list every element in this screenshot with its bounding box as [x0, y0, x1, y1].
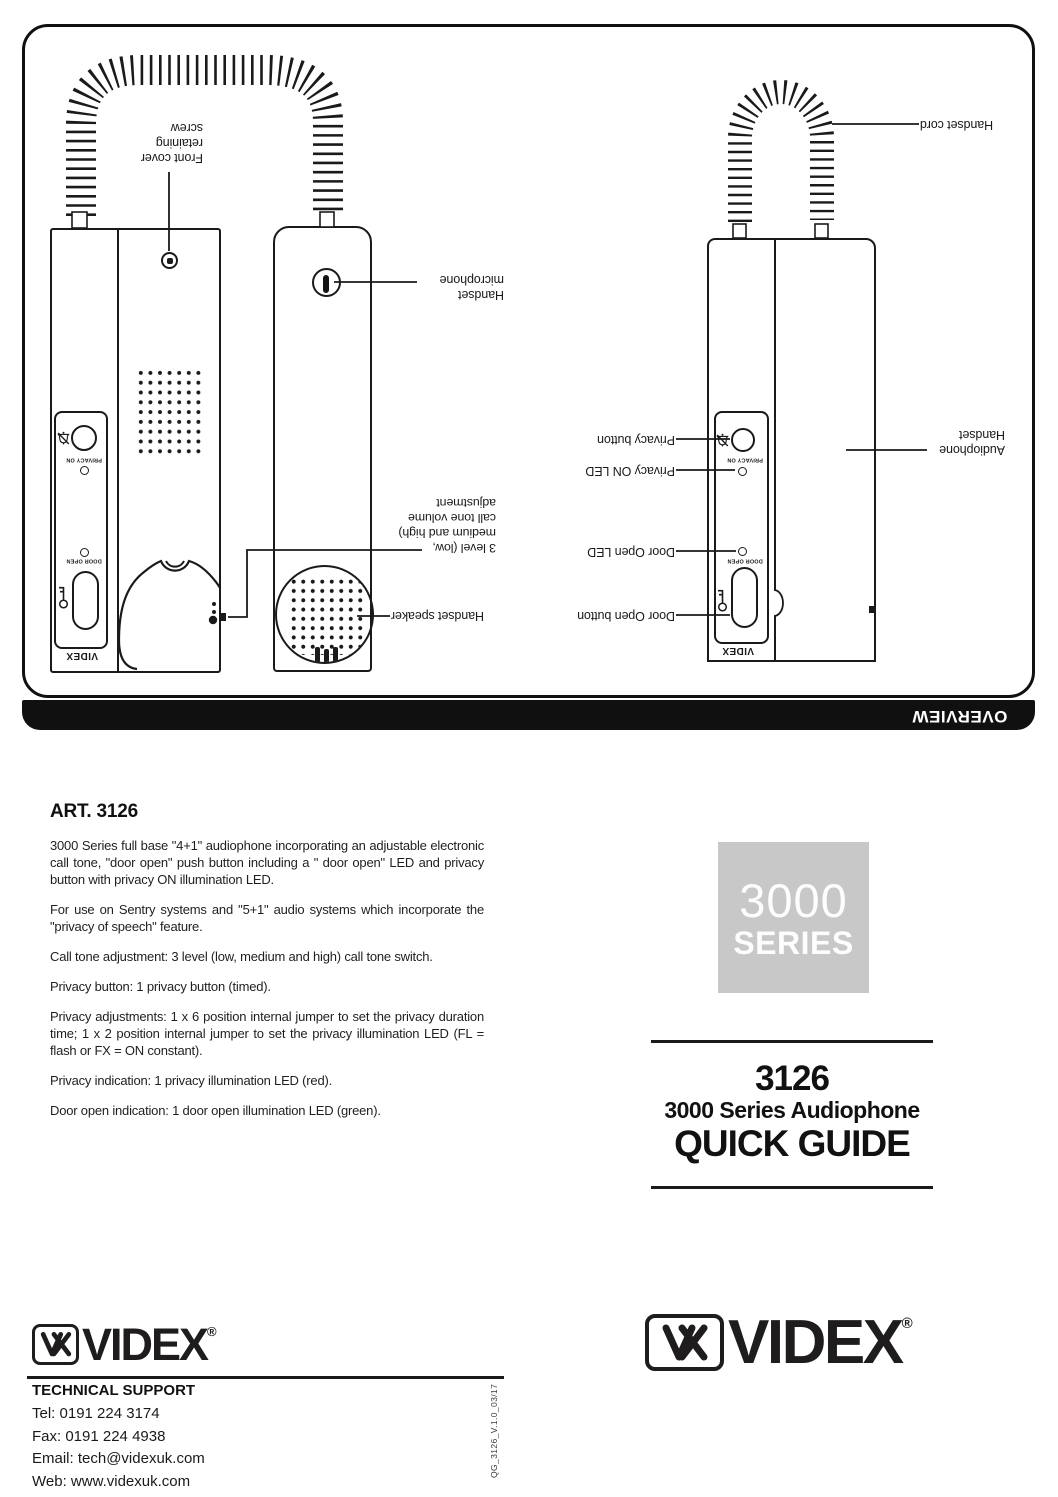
audiophone-side-profile-view [774, 238, 876, 662]
privacy-button-control[interactable] [71, 425, 97, 451]
audiophone-brand-label: VIDEX [722, 645, 755, 656]
door-open-led [80, 548, 89, 557]
article-paragraph: Privacy adjustments: 1 x 6 position internal jumper to set the privacy duration time; 1 x 2 position internal jumper to set the privacy illumination LED (FL = flash or FX = ON constant). [50, 1009, 484, 1058]
base-control-panel [54, 411, 108, 649]
callout-call-tone: 3 level (low, medium and high) call tone volume adjustment [398, 496, 496, 555]
callout-door-open-led: Door Open LED [587, 545, 675, 559]
key-icon [57, 585, 70, 609]
series-badge [718, 842, 869, 993]
videx-logo-large [645, 1308, 913, 1377]
callout-privacy-on-led: Privacy ON LED [585, 464, 675, 478]
privacy-on-led [738, 467, 747, 476]
support-tel: Tel: 0191 224 3174 [32, 1405, 160, 1422]
door-open-led [738, 547, 747, 556]
privacy-on-led [80, 466, 89, 475]
privacy-on-label: PRIVACY ON [727, 456, 763, 463]
vx-monogram-icon [32, 1324, 79, 1365]
title-rule-top [651, 1040, 933, 1043]
registered-mark: ® [901, 1315, 913, 1332]
technical-support-block [32, 1382, 392, 1493]
door-open-label: DOOR OPEN [727, 557, 763, 564]
article-section [50, 801, 484, 1132]
base-unit-divider [117, 229, 119, 671]
model-number: 3126 [755, 1059, 829, 1098]
title-rule-bottom [651, 1186, 933, 1189]
key-icon [716, 588, 729, 612]
door-open-button-control[interactable] [72, 571, 99, 630]
callout-handset-cord: Handset cord [920, 118, 994, 132]
article-paragraph: For use on Sentry systems and "5+1" audio systems which incorporate the "privacy of speech" feature. [50, 902, 484, 934]
article-paragraph: Privacy button: 1 privacy button (timed). [50, 979, 271, 994]
series-badge-word: SERIES [733, 924, 854, 961]
bell-crossed-icon [57, 431, 70, 446]
vx-monogram-icon [645, 1314, 724, 1371]
videx-wordmark: VIDEX [728, 1308, 902, 1377]
callout-handset-microphone: Handset microphone [439, 273, 504, 302]
callout-privacy-button: Privacy button [597, 433, 675, 447]
speaker-slot [324, 649, 329, 664]
article-paragraph: Privacy indication: 1 privacy illumination LED (red). [50, 1073, 333, 1088]
model-subtitle: 3000 Series Audiophone [664, 1097, 920, 1123]
screw-center-dot [167, 258, 173, 264]
callout-door-open-button: Door Open button [577, 609, 675, 623]
videx-logo-small [32, 1319, 217, 1370]
registered-mark: ® [207, 1324, 217, 1339]
privacy-button-control[interactable] [731, 428, 755, 452]
bell-crossed-icon [716, 433, 729, 448]
speaker-dot-grid [289, 577, 364, 655]
door-open-button-control[interactable] [731, 567, 758, 628]
base-brand-label: VIDEX [66, 650, 99, 661]
article-paragraph: 3000 Series full base "4+1" audiophone incorporating an adjustable electronic call tone, "door open" push button including a " door open" LED and privacy button with privacy ON illumination LED. [50, 838, 484, 887]
doc-type-title: QUICK GUIDE [674, 1123, 910, 1164]
callout-front-cover-screw: Front cover retaining screw [140, 121, 203, 165]
article-heading: ART. 3126 [50, 801, 138, 822]
support-email[interactable]: Email: tech@videxuk.com [32, 1450, 205, 1467]
doc-code-vertical: QG_3126_V.1.0_03/17 [489, 1383, 499, 1478]
overview-section-label: OVERVIEW [911, 707, 1007, 726]
door-open-label: DOOR OPEN [66, 557, 102, 564]
footer-rule [27, 1376, 504, 1379]
privacy-on-label: PRIVACY ON [66, 456, 102, 463]
microphone-slot [323, 275, 329, 293]
series-badge-number: 3000 [739, 873, 848, 927]
support-web[interactable]: Web: www.videxuk.com [32, 1472, 191, 1490]
speaker-slot [333, 647, 338, 664]
callout-audiophone-handset: Audiophone Handset [939, 428, 1005, 457]
speaker-slot [315, 647, 320, 664]
technical-support-heading: TECHNICAL SUPPORT [32, 1382, 196, 1399]
front-cover-screw [161, 252, 178, 269]
support-fax: Fax: 0191 224 4938 [32, 1427, 166, 1445]
article-paragraph: Call tone adjustment: 3 level (low, medium and high) call tone switch. [50, 949, 433, 964]
videx-wordmark: VIDEX [82, 1319, 208, 1370]
handset-speaker [275, 565, 374, 664]
base-speaker-grille [134, 366, 204, 458]
overview-section-bar [22, 700, 1035, 730]
article-paragraph: Door open indication: 1 door open illumination LED (green). [50, 1103, 381, 1118]
callout-handset-speaker: Handset speaker [391, 609, 485, 623]
